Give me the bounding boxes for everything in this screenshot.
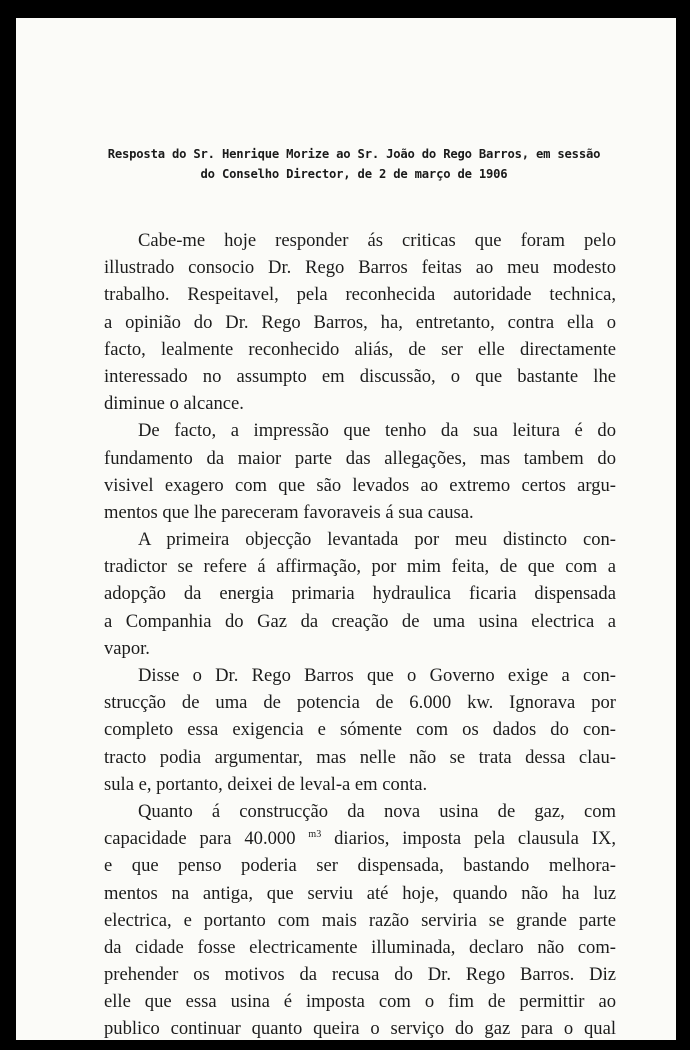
heading-line: Resposta do Sr. Henrique Morize ao Sr. João do Rego Barros, em sessão — [107, 147, 601, 161]
text-line: trabalho. Respeitavel, pela reconhecida autoridade technica, — [104, 284, 616, 306]
document-heading — [84, 144, 624, 184]
paragraph — [104, 798, 616, 1040]
text-segment: diarios, imposta pela clausula IX, — [334, 828, 616, 850]
text-line: A primeira objecção levantada por meu distincto con- — [138, 529, 616, 551]
text-line: tracto podia argumentar, mas nelle não se trata dessa clau- — [104, 746, 616, 768]
text-line: vapor. — [104, 637, 150, 659]
text-line: tradictor se refere á affirmação, por mim feita, de que com a — [104, 556, 616, 578]
text-line: a Companhia do Gaz da creação de uma usina electrica a — [104, 610, 616, 632]
text-line: da cidade fosse electricamente illuminada, declaro não com- — [104, 936, 616, 958]
text-line: a opinião do Dr. Rego Barros, ha, entretanto, contra ella o — [104, 311, 616, 333]
text-line: adopção da energia primaria hydraulica ficaria dispensada — [104, 583, 616, 605]
text-line: Disse o Dr. Rego Barros que o Governo exige a con- — [138, 665, 616, 686]
text-line: facto, lealmente reconhecido aliás, de ser elle directamente — [104, 338, 616, 360]
text-line: prehender os motivos da recusa do Dr. Rego Barros. Diz — [104, 964, 616, 986]
text-line: strucção de uma de potencia de 6.000 kw. Ignorava por — [104, 692, 616, 714]
text-line: publico continuar quanto queira o serviço do gaz para o qual — [104, 1018, 616, 1040]
text-line: interessado no assumpto em discussão, o que bastante lhe — [104, 365, 616, 387]
text-line: electrica, e portanto com mais razão serviria se grande parte — [104, 909, 616, 931]
document-body — [104, 227, 616, 1040]
text-line: Cabe-me hoje responder ás criticas que foram pelo — [138, 230, 616, 251]
text-line: completo essa exigencia e sómente com os dados do con- — [104, 719, 616, 741]
text-line: Quanto á construcção da nova usina de gaz, com — [138, 800, 616, 822]
paragraph — [104, 662, 616, 798]
text-line — [104, 825, 616, 852]
paragraph — [104, 227, 616, 417]
unit-superscript: m3 — [308, 829, 322, 841]
text-line: elle que essa usina é imposta com o fim de permittir ao — [104, 991, 616, 1013]
heading-line: do Conselho Director, de 2 de março de 1906 — [200, 167, 508, 181]
text-line: mentos na antiga, que serviu até hoje, quando não ha luz — [104, 882, 616, 904]
text-segment: capacidade para 40.000 — [104, 828, 296, 850]
text-line: visivel exagero com que são levados ao extremo certos argu- — [104, 474, 616, 496]
paragraph — [104, 526, 616, 662]
text-line: mentos que lhe pareceram favoraveis á sua causa. — [104, 501, 474, 523]
text-line: e que penso poderia ser dispensada, bastando melhora- — [104, 855, 616, 877]
text-line: diminue o alcance. — [104, 393, 244, 415]
paragraph — [104, 417, 616, 526]
text-line: fundamento da maior parte das allegações, mas tambem do — [104, 447, 616, 469]
document-page — [16, 18, 676, 1040]
text-line: illustrado consocio Dr. Rego Barros feitas ao meu modesto — [104, 257, 616, 279]
text-line: sula e, portanto, deixei de leval-a em conta. — [104, 773, 428, 795]
text-line: De facto, a impressão que tenho da sua leitura é do — [138, 420, 616, 442]
